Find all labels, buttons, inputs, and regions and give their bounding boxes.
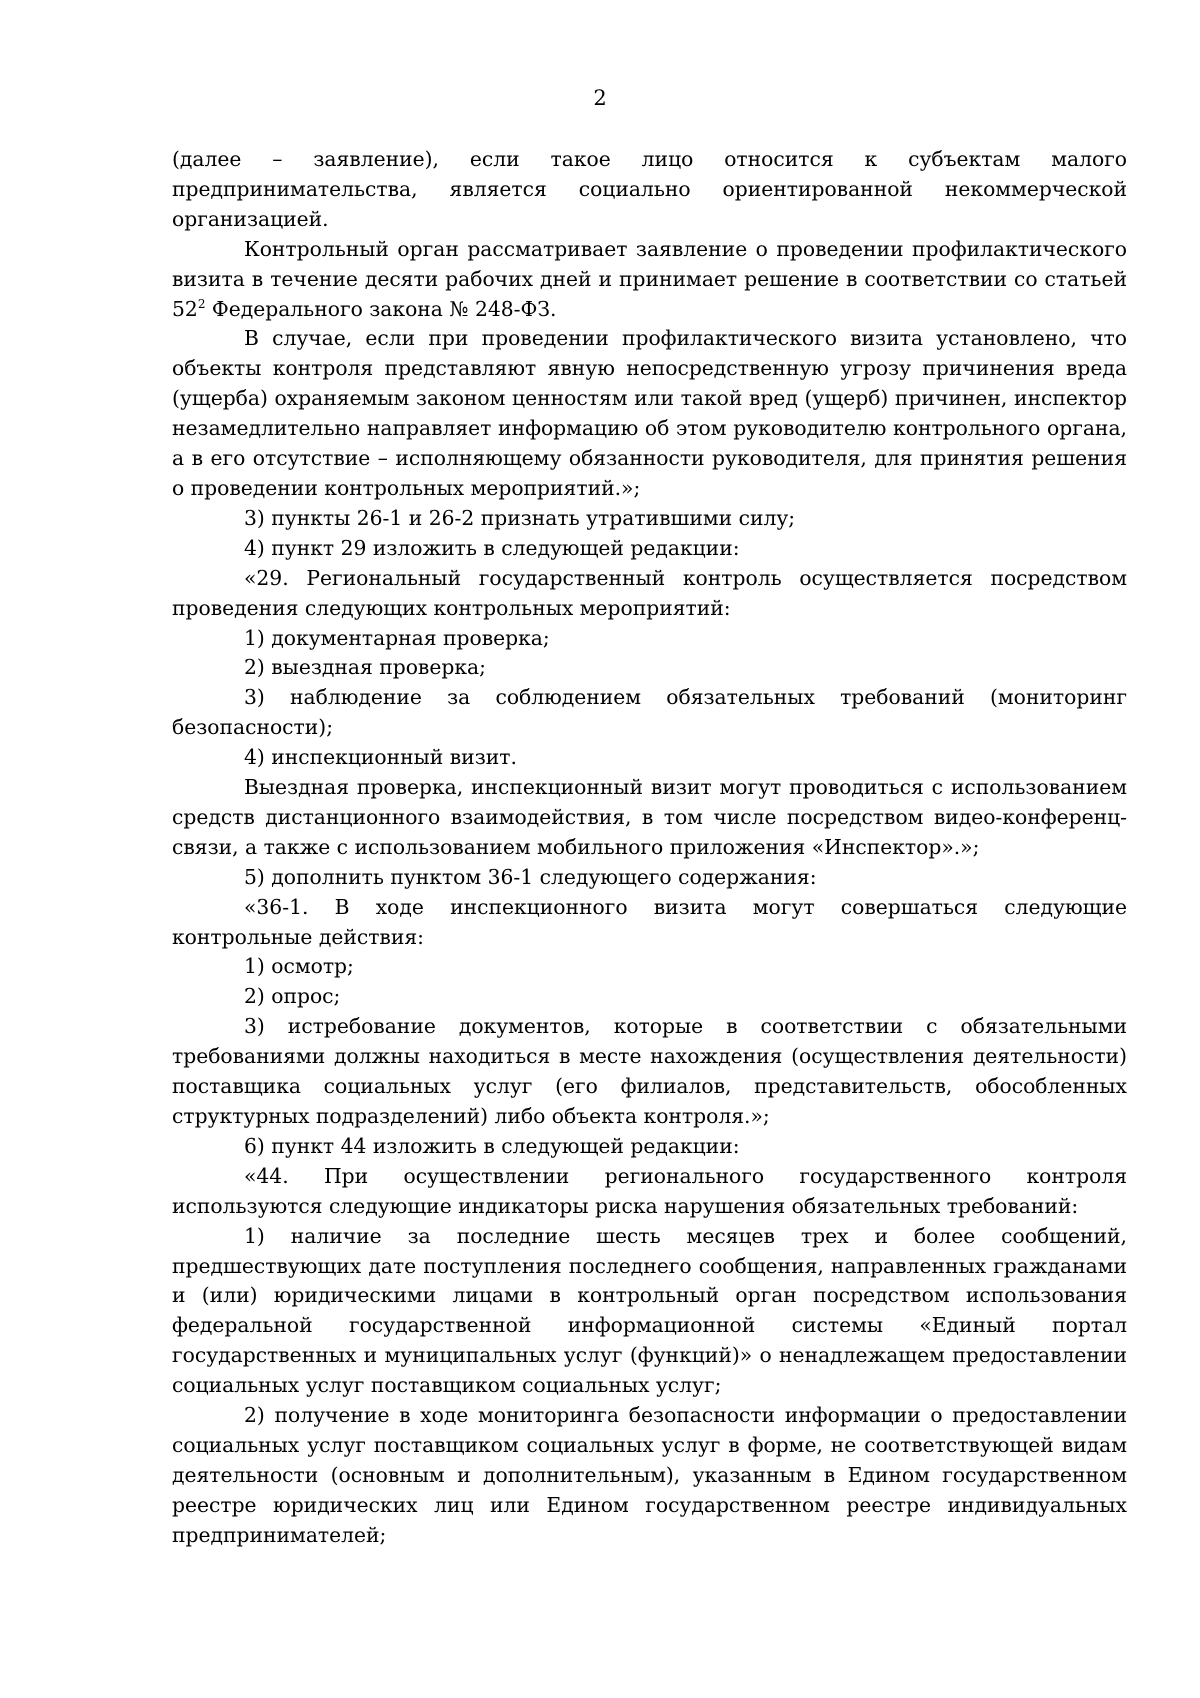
list-item: 4) инспекционный визит. — [244, 745, 517, 770]
paragraph: 6) пункт 44 изложить в следующей редакции: — [244, 1133, 740, 1158]
list-item: 1) осмотр; — [244, 954, 354, 979]
paragraph: Выездная проверка, инспекционный визит могут проводиться с использованием средств дистанционного взаимодействия, в том числе посредством видео-конференц-связи, а также с использованием мобильного приложения «Инспектор».»; — [172, 775, 1127, 859]
list-item: 3) истребование документов, которые в соответствии с обязательными требованиями должны находиться в месте нахождения (осуществления деятельности) поставщика социальных услуг (его филиалов, представительств, обособленных структурных подразделений) либо объекта контроля.»; — [172, 1014, 1127, 1128]
paragraph: (далее – заявление), если такое лицо относится к субъектам малого предпринимательства, является социально ориентированной некоммерческой организацией. — [172, 147, 1127, 231]
list-item: 2) выездная проверка; — [244, 655, 486, 680]
paragraph: 4) пункт 29 изложить в следующей редакции: — [244, 535, 740, 560]
paragraph: «44. При осуществлении регионального государственного контроля используются следующие индикаторы риска нарушения обязательных требований: — [172, 1163, 1127, 1218]
document-body — [172, 145, 1127, 1551]
paragraph: 3) пункты 26-1 и 26-2 признать утратившими силу; — [244, 505, 796, 530]
paragraph: «29. Региональный государственный контроль осуществляется посредством проведения следующих контрольных мероприятий: — [172, 565, 1127, 620]
list-item: 2) получение в ходе мониторинга безопасности информации о предоставлении социальных услуг поставщиком социальных услуг в форме, не соответствующей видам деятельности (основным и дополнительным), указанным в Едином государственном реестре юридических лиц или Едином государственном реестре индивидуальных предпринимателей; — [172, 1403, 1127, 1547]
paragraph: 5) дополнить пунктом 36-1 следующего содержания: — [244, 864, 817, 889]
list-item: 2) опрос; — [244, 984, 341, 1009]
paragraph: «36-1. В ходе инспекционного визита могут совершаться следующие контрольные действия: — [172, 894, 1127, 949]
list-item: 3) наблюдение за соблюдением обязательных требований (мониторинг безопасности); — [172, 685, 1127, 740]
page-number: 2 — [593, 86, 607, 110]
paragraph — [172, 235, 1127, 325]
paragraph: В случае, если при проведении профилактического визита установлено, что объекты контроля представляют явную непосредственную угрозу причинения вреда (ущерба) охраняемым законом ценностям или такой вред (ущерб) причинен, инспектор незамедлительно направляет информацию об этом руководителю контрольного органа, а в его отсутствие – исполняющему обязанности руководителя, для принятия решения о проведении контрольных мероприятий.»; — [172, 326, 1127, 500]
list-item: 1) документарная проверка; — [244, 625, 550, 650]
superscript: 2 — [197, 296, 206, 311]
list-item: 1) наличие за последние шесть месяцев трех и более сообщений, предшествующих дате поступления последнего сообщения, направленных гражданами и (или) юридическими лицами в контрольный орган посредством использования федеральной государственной информационной системы «Единый портал государственных и муниципальных услуг (функций)» о ненадлежащем предоставлении социальных услуг поставщиком социальных услуг; — [172, 1223, 1127, 1398]
paragraph-text: Федерального закона № 248-ФЗ. — [205, 296, 557, 321]
paragraph-text: Контрольный орган рассматривает заявление о проведении профилактического визита в течение десяти рабочих дней и принимает решение в соответствии со статьей 52 — [172, 236, 1127, 321]
